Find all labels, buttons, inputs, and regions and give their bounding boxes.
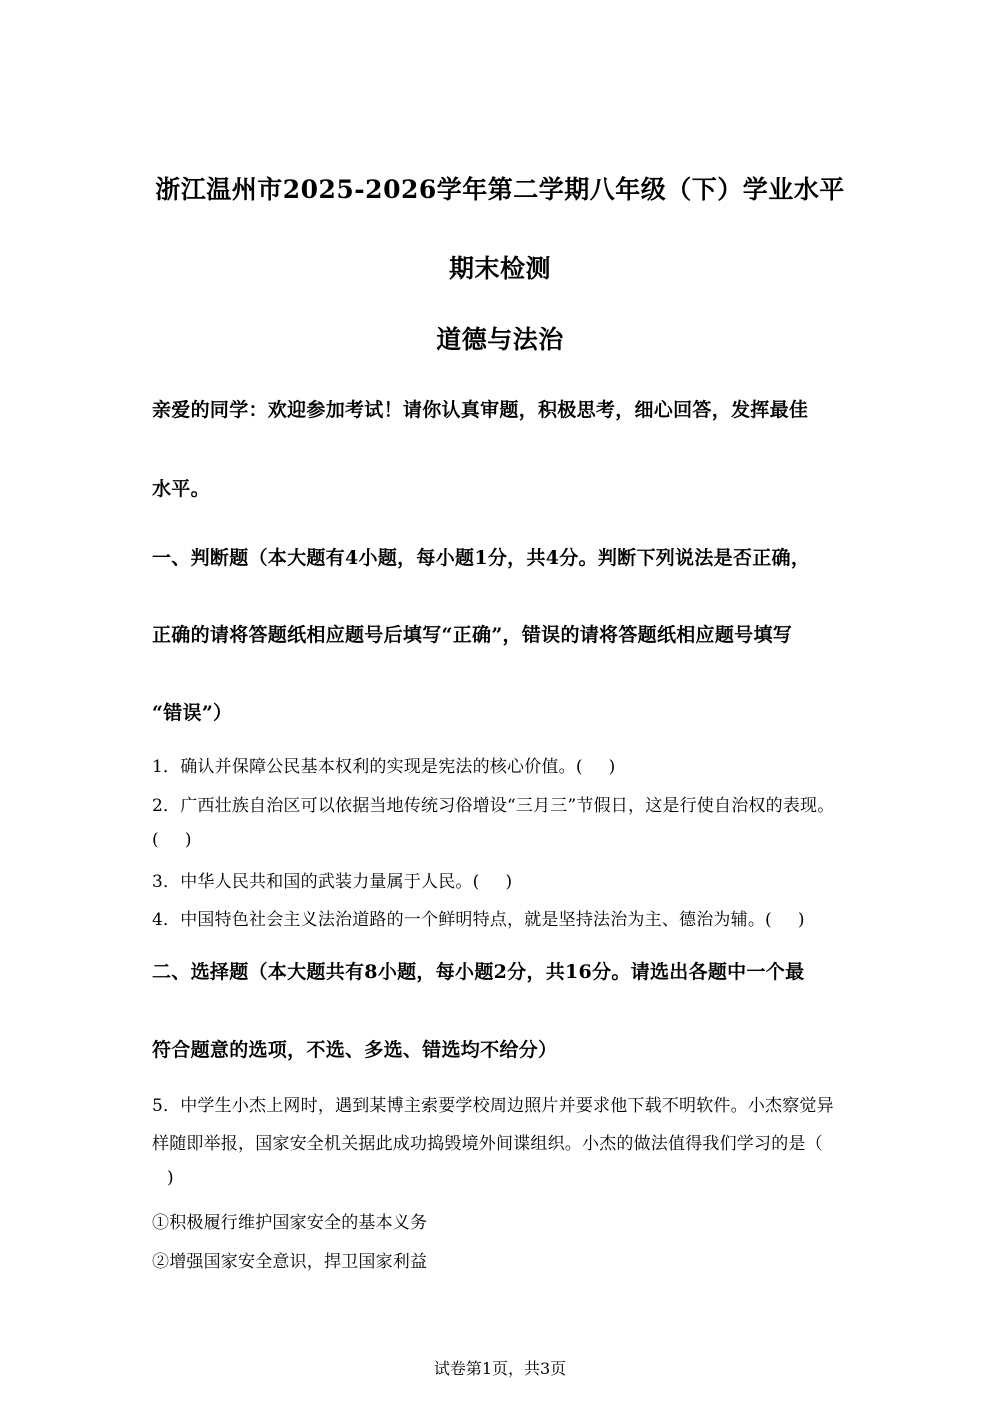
exam-subject: 道德与法治: [436, 325, 564, 354]
section1-heading-line2: 正确的请将答题纸相应题号后填写“正确”，错误的请将答题纸相应题号填写: [152, 624, 793, 646]
section1-heading-line1: 一、判断题（本大题有4小题，每小题1分，共4分。判断下列说法是否正确，: [152, 547, 811, 569]
question-2-close: ): [184, 830, 192, 850]
question-1: [152, 752, 616, 777]
question-5-line2: 样随即举报，国家安全机关据此成功捣毁境外间谍组织。小杰的做法值得我们学习的是（: [152, 1134, 823, 1154]
question-5-option-2: ②增强国家安全意识，捍卫国家利益: [152, 1252, 428, 1272]
greeting-line1: 亲爱的同学：欢迎参加考试！请你认真审题，积极思考，细心回答，发挥最佳: [152, 399, 809, 421]
page-footer: 试卷第1页，共3页: [433, 1359, 567, 1378]
question-1-close: ): [608, 757, 616, 777]
greeting-line2: 水平。: [152, 478, 210, 500]
question-5-line1: 5．中学生小杰上网时，遇到某博主索要学校周边照片并要求他下载不明软件。小杰察觉异: [152, 1096, 834, 1116]
section1-heading-line3: “错误”）: [152, 702, 233, 724]
question-4-text: 4．中国特色社会主义法治道路的一个鲜明特点，就是坚持法治为主、德治为辅。(: [152, 910, 772, 930]
section2-heading-line1: 二、选择题（本大题共有8小题，每小题2分，共16分。请选出各题中一个最: [152, 961, 805, 983]
question-4: [152, 905, 805, 930]
question-2-text: 2．广西壮族自治区可以依据当地传统习俗增设“三月三”节假日，这是行使自治权的表现。: [152, 796, 835, 816]
question-3: [152, 867, 512, 892]
question-3-close: ): [505, 872, 513, 892]
question-3-text: 3．中华人民共和国的武装力量属于人民。(: [152, 872, 480, 892]
exam-title-line1: 浙江温州市2025-2026学年第二学期八年级（下）学业水平: [155, 175, 845, 204]
section2-heading-line2: 符合题意的选项，不选、多选、错选均不给分）: [152, 1039, 558, 1061]
question-2-open: (: [152, 830, 159, 850]
question-2-continued: [152, 830, 192, 850]
question-2: [152, 791, 834, 816]
question-1-text: 1．确认并保障公民基本权利的实现是宪法的核心价值。(: [152, 757, 583, 777]
question-4-close: ): [797, 910, 805, 930]
question-5-option-1: ①积极履行维护国家安全的基本义务: [152, 1213, 428, 1233]
question-5-line3: ): [167, 1168, 174, 1188]
exam-title-line2: 期末检测: [448, 254, 551, 283]
